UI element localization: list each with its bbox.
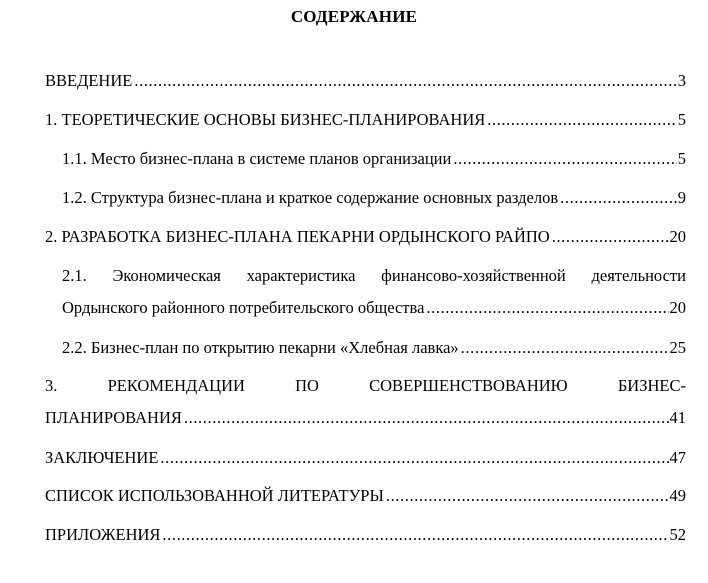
toc-page-number: 41 xyxy=(669,408,686,427)
toc-entry-text: ПРИЛОЖЕНИЯ xyxy=(45,525,161,544)
toc-entry-appendix xyxy=(45,523,686,547)
toc-page-number: 52 xyxy=(669,525,686,544)
dot-leader xyxy=(184,406,669,430)
toc-page-number: 49 xyxy=(669,486,686,505)
toc-word: деятельности xyxy=(591,266,686,285)
toc-page-number: 5 xyxy=(677,110,686,129)
page-title: СОДЕРЖАНИЕ xyxy=(290,7,418,26)
toc-entry-section-1-1 xyxy=(62,147,686,171)
toc-entry-conclusion xyxy=(45,446,686,470)
toc-page-number: 3 xyxy=(677,71,686,90)
dot-leader xyxy=(461,336,669,360)
toc-entry-section-2-1-line-1 xyxy=(62,264,686,288)
toc-entry-text: 2. РАЗРАБОТКА БИЗНЕС-ПЛАНА ПЕКАРНИ ОРДЫНСКОГО РАЙПО xyxy=(45,227,550,246)
toc-entry-text: 1.2. Структура бизнес-плана и краткое содержание основных разделов xyxy=(62,188,559,207)
dot-leader xyxy=(552,225,669,249)
toc-entry-chapter-3-line-1 xyxy=(45,374,686,398)
toc-entry-chapter-1 xyxy=(45,108,686,132)
toc-entry-text: ЗАКЛЮЧЕНИЕ xyxy=(45,448,159,467)
toc-word: 2.1. xyxy=(62,266,87,285)
toc-page-number: 9 xyxy=(677,188,686,207)
toc-word: финансово-хозяйственной xyxy=(381,266,566,285)
dot-leader xyxy=(560,186,677,210)
toc-page-number: 20 xyxy=(669,227,686,246)
toc-entry-text: 2.2. Бизнес-план по открытию пекарни «Хлебная лавка» xyxy=(62,338,459,357)
toc-word: БИЗНЕС- xyxy=(617,376,686,395)
dot-leader xyxy=(453,147,676,171)
toc-word: характеристика xyxy=(246,266,356,285)
toc-word: Экономическая xyxy=(112,266,221,285)
dot-leader xyxy=(162,523,668,547)
toc-word: РЕКОМЕНДАЦИИ xyxy=(107,376,245,395)
toc-page-number: 5 xyxy=(677,149,686,168)
toc-entry-text: 1.1. Место бизнес-плана в системе планов организации xyxy=(62,149,452,168)
toc-entry-section-1-2 xyxy=(62,186,686,210)
toc-entry-text: ВВЕДЕНИЕ xyxy=(45,71,133,90)
dot-leader xyxy=(386,484,669,508)
toc-entry-text: СПИСОК ИСПОЛЬЗОВАННОЙ ЛИТЕРАТУРЫ xyxy=(45,486,384,505)
toc-entry-section-2-1-line-2 xyxy=(62,296,686,320)
toc-entry-text: 1. ТЕОРЕТИЧЕСКИЕ ОСНОВЫ БИЗНЕС-ПЛАНИРОВАНИЯ xyxy=(45,110,486,129)
toc-page-number: 20 xyxy=(669,298,686,317)
dot-leader xyxy=(160,446,668,470)
toc-entry-section-2-2 xyxy=(62,336,686,360)
toc-word: ПО xyxy=(295,376,319,395)
dot-leader xyxy=(134,69,676,93)
toc-entry-references xyxy=(45,484,686,508)
toc-page-number: 47 xyxy=(669,448,686,467)
toc-entry-chapter-2 xyxy=(45,225,686,249)
toc-entry-intro xyxy=(45,69,686,93)
dot-leader xyxy=(426,296,668,320)
toc-entry-text: Ордынского районного потребительского общества xyxy=(62,298,425,317)
toc-entry-text: ПЛАНИРОВАНИЯ xyxy=(45,408,182,427)
dot-leader xyxy=(487,108,677,132)
toc-word: 3. xyxy=(45,376,58,395)
toc-entry-chapter-3-line-2 xyxy=(45,406,686,430)
toc-word: СОВЕРШЕНСТВОВАНИЮ xyxy=(369,376,568,395)
toc-page-number: 25 xyxy=(669,338,686,357)
